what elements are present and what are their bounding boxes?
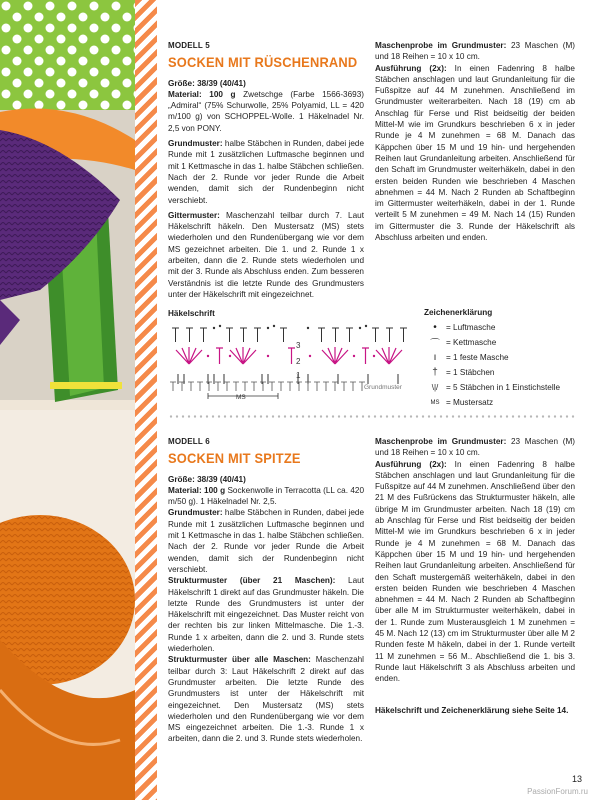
modell6-size: Größe: 38/39 (40/41) xyxy=(168,474,246,484)
row-number-1: 1 xyxy=(296,371,301,380)
row1-stitches xyxy=(178,374,398,384)
modell5-left-column xyxy=(168,40,364,300)
modell5-right-column xyxy=(375,40,575,243)
fan-symbols xyxy=(176,347,402,364)
modell6-ausfuehrung: Ausführung (2x): In einen Fadenring 8 halbe Stäbchen anschlagen und laut Grundanleitung für die Fußspitze auf 44 M zunehmen. Anschließend über den 21 M des Fußrückens das Strukturmuster häkeln, alle übrige M im Grundmuster arbeiten. Nach 18 (19) cm ab Anschlag für Ferse und Rist beidseitig der beiden Mittel-M wie im Grundkurs beschrieben 6 x in jeder Runde je 4 M zunehmen = 68 M. Danach das Käppchen über 15 M und 19 hin- und hergehenden Reihen laut Grundanleitung arbeiten. Anschließend für den Schaft mustergemäß weiterhäkeln, dabei in den ersten beiden Runden wie beschrieben 4 Maschen abnehmen = 44 M. Nach 2 Runden ab Schaftbeginn über alle M im Strukturmuster weiterhäkeln, dabei in der 1. Runde zum Musterausgleich 1 M zunehmen = 45 M. Nach 12 (13) cm im Strukturmuster über alle M 2 Runden feste M häkeln, dabei in der 1. Runde verteilt 11 M zunehmen = 56 M.. Abschließend die 1. bis 3. Runde laut Häkelschrift 3 als Abschluss arbeiten und enden. xyxy=(375,459,575,684)
legend-item-luftmasche: • = Luftmasche xyxy=(424,320,594,335)
section-divider xyxy=(168,415,576,418)
modell5-ausfuehrung: Ausführung (2x): In einen Fadenring 8 halbe Stäbchen anschlagen und laut Grundanleitung für die Fußspitze auf 44 M zunehmen. Anschließend im Grundmuster weiterarbeiten. Nach 18 (19) cm ab Anschlag für Ferse und Rist beidseitig der beiden Mittel-M wie im Grundkurs beschrieben 6 x in jeder Runde je 4 M zunehmen = 68 M. Danach das Käppchen über 15 M und 19 hin- und hergehenden Reihen laut Grundanleitung arbeiten. Anschließend für den Schaft im Grundmuster weiterhäkeln, dabei in den ersten beiden Runden wie beschrieben 4 Maschen abnehmen = 44 M. Nach 2 Runden ab Schaftbeginn im Gittermuster weiterhäkeln, dabei in der 1. Runde verteilt 5 M zunehmen = 49 M. Nach 14 (15) Runden im Gittermuster die 3. Runde der Häkelschrift als Abschluss arbeiten und enden. xyxy=(375,63,575,243)
legend-item-staebchen: † = 1 Stäbchen xyxy=(424,365,594,380)
legend-item-mustersatz: MS = Mustersatz xyxy=(424,395,594,410)
modell6-grundmuster: Grundmuster: halbe Stäbchen in Runden, dabei jede Runde mit 1 zusätzlichen Luftmasche beginnen und mit 1 Kettmasche in das 1. halbe Stäbchen schließen. Nach der 2. Runde vor jeder Runde die Arbeit wenden, damit sich der Rundenbeginn nicht verschiebt. xyxy=(168,508,364,574)
modell6-strukturmuster-alle: Strukturmuster über alle Maschen: Maschenzahl teilbar durch 3: Laut Häkelschrift 2 direkt auf das Grundmuster arbeiten. Die letzte Runde des Grundmusters ist unter der Häkelschrift mit eingezeichnet. Den Mustersatz (MS) stets wiederholen und den Rundenübergang wie vor dem MS eingezeichnet arbeiten. Die 1.-3. Runde 1 x arbeiten, dann die 2. und 3. Runde stets wiederholen. xyxy=(168,655,364,744)
legend xyxy=(424,308,594,410)
legend-item-fan: \|/ = 5 Stäbchen in 1 Einstichstelle xyxy=(424,380,594,395)
modell5-gittermuster: Gittermuster: Maschenzahl teilbar durch 7. Laut Häkelschrift häkeln. Den Mustersatz (MS) stets wiederholen und den Rundenübergang wie vor dem MS gezeichnet arbeiten. Die 1. und 2. Runde 1 x arbeiten, dann die 2. Runde stets wiederholen und mit der 3. Runde als Abschluss enden. Zum besseren Verständnis ist die letzte Runde des Grundmusters unter der Häkelschrift mit eingezeichnet. xyxy=(168,210,364,299)
photo-illustration xyxy=(0,0,135,800)
modell5-title: SOCKEN MIT RÜSCHENRAND xyxy=(168,54,358,71)
top-row-symbols xyxy=(172,328,407,342)
row-number-3: 3 xyxy=(296,341,301,350)
ms-label: MS xyxy=(236,394,246,401)
site-watermark: PassionForum.ru xyxy=(527,787,588,796)
slip-stitch-icon: ⌒ xyxy=(430,339,440,350)
chain-stitch-icon: • xyxy=(433,322,437,333)
legend-title: Zeichenerklärung xyxy=(424,308,493,317)
modell6-maschenprobe: Maschenprobe im Grundmuster: 23 Maschen (M) und 18 Reihen = 10 x 10 cm. xyxy=(375,437,575,458)
modell5-size: Größe: 38/39 (40/41) xyxy=(168,78,246,88)
modell6-label: MODELL 6 xyxy=(168,437,210,446)
ms-icon: MS xyxy=(430,399,440,406)
decorative-stripes xyxy=(135,0,157,800)
row-number-2: 2 xyxy=(296,357,301,366)
legend-item-kettmasche: ⌒ = Kettmasche xyxy=(424,335,594,350)
modell5-label: MODELL 5 xyxy=(168,41,210,50)
modell6-right-column xyxy=(375,436,575,716)
fan-stitch-icon: \|/ xyxy=(431,383,439,392)
page-number: 13 xyxy=(571,774,582,784)
chain-dots xyxy=(213,325,367,329)
modell5-maschenprobe: Maschenprobe im Grundmuster: 23 Maschen (M) und 18 Reihen = 10 x 10 cm. xyxy=(375,41,575,62)
modell6-left-column xyxy=(168,436,364,745)
modell6-material: Material: 100 g Sockenwolle in Terracotta (LL ca. 420 m/50 g). 1 Häkelnadel Nr. 2,5. xyxy=(168,485,364,507)
double-crochet-icon: † xyxy=(432,367,438,378)
legend-item-feste-masche: ı = 1 feste Masche xyxy=(424,350,594,365)
modell5-material: Material: 100 g Zwetschge (Farbe 1566-3693) „Admiral“ (75% Schurwolle, 25% Polyamid, LL = 420 m/100 g) von SCHOPPEL-Wolle. 1 Häkelnadel Nr. 2,5 von PONY. xyxy=(168,89,364,133)
single-crochet-icon: ı xyxy=(433,352,437,363)
modell6-footer-note: Häkelschrift und Zeichenerklärung siehe Seite 14. xyxy=(375,705,569,715)
photo-socks-boots xyxy=(0,0,135,800)
modell6-title: SOCKEN MIT SPITZE xyxy=(168,450,301,467)
modell5-grundmuster: Grundmuster: halbe Stäbchen in Runden, dabei jede Runde mit 1 zusätzlichen Luftmasche beginnen und mit 1 Kettmasche in das 1. halbe Stäbchen schließen. Nach der 2. Runde vor jeder Runde die Arbeit wenden, damit sich der Rundenbeginn nicht verschiebt. xyxy=(168,139,364,205)
modell6-strukturmuster-21: Strukturmuster (über 21 Maschen): Laut Häkelschrift 1 direkt auf das Grundmuster häkeln. Die letzte Runde des Grundmusters ist unter der Häkelschrift mit eingezeichnet. Das Muster reicht von der rechten bis zur linken Mittelmasche. Die 1.-3. Runde 1 x arbeiten, dann die 2. und 3. Runde stets wiederholen. xyxy=(168,576,364,654)
crochet-diagram xyxy=(168,320,418,408)
diagram-title: Häkelschrift xyxy=(168,309,215,318)
grundmuster-label: Grundmuster xyxy=(364,384,402,391)
